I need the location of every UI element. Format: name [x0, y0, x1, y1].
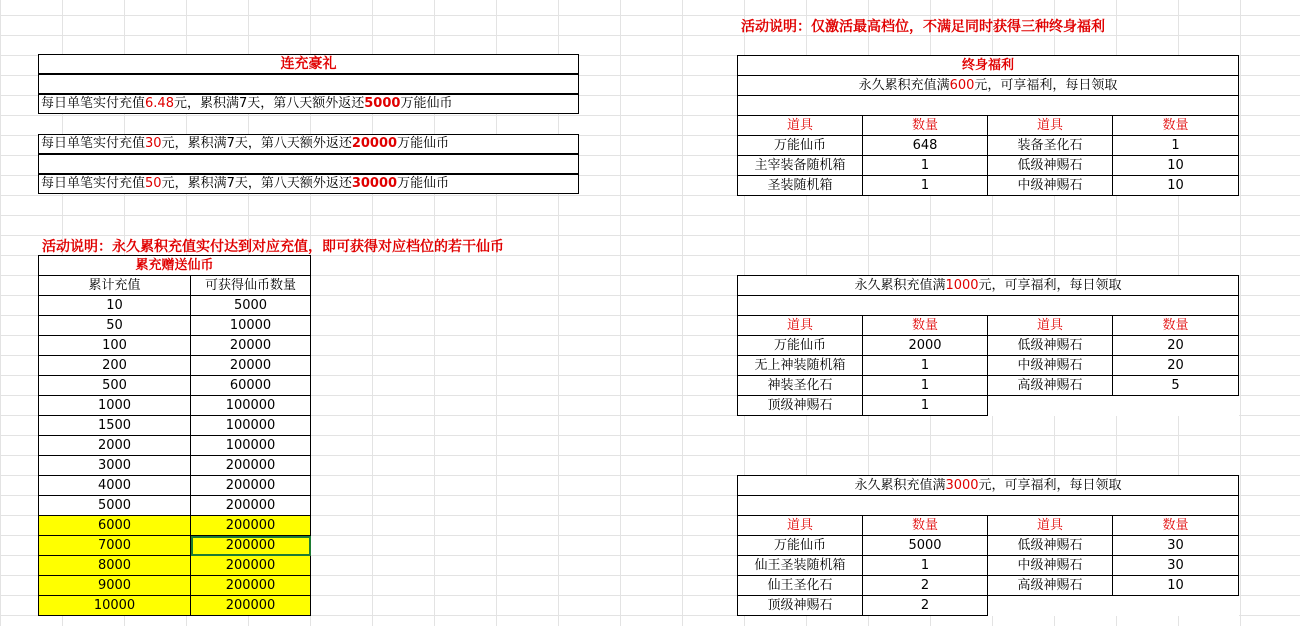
activity-note-lifetime: 活动说明：仅激活最高档位，不满足同时获得三种终身福利	[741, 19, 1105, 35]
lianchong-row-3-amount: 50	[145, 176, 162, 191]
table-cell[interactable]: 中级神赐石	[988, 356, 1113, 376]
activity-note-cumulative: 活动说明：永久累积充值实付达到对应充值，即可获得对应档位的若干仙币	[42, 239, 504, 255]
table-cell[interactable]: 圣装随机箱	[738, 176, 863, 196]
table-cell[interactable]: 万能仙币	[738, 536, 863, 556]
lianchong-row-1-bonus: 5000	[364, 96, 401, 111]
table-cell[interactable]: 万能仙币	[738, 136, 863, 156]
table-cell[interactable]: 1500	[39, 416, 191, 436]
table-cell[interactable]: 仙王圣化石	[738, 576, 863, 596]
table-cell[interactable]: 648	[863, 136, 988, 156]
empty-cell	[1113, 596, 1239, 616]
table-cell[interactable]: 5000	[191, 296, 311, 316]
header-item[interactable]: 道具	[738, 516, 863, 536]
table-cell[interactable]: 5000	[39, 496, 191, 516]
table-cell[interactable]: 10	[1113, 576, 1239, 596]
table-cell[interactable]: 20	[1113, 336, 1239, 356]
lifetime-tier-1-condition[interactable]	[738, 76, 1239, 96]
lianchong-row-2-suffix: 万能仙币	[397, 136, 450, 151]
header-item[interactable]: 道具	[988, 516, 1113, 536]
lianchong-row-3-middle: 元，累积满7天，第八天额外返还	[161, 176, 352, 191]
table-cell[interactable]: 中级神赐石	[988, 556, 1113, 576]
table-cell[interactable]: 2000	[39, 436, 191, 456]
table-cell[interactable]: 100000	[191, 436, 311, 456]
table-cell[interactable]: 50	[39, 316, 191, 336]
table-cell[interactable]: 1	[863, 156, 988, 176]
table-cell[interactable]: 5	[1113, 376, 1239, 396]
header-item[interactable]: 道具	[988, 316, 1113, 336]
table-cell[interactable]: 低级神赐石	[988, 156, 1113, 176]
table-cell[interactable]: 100	[39, 336, 191, 356]
table-cell[interactable]: 10	[1113, 156, 1239, 176]
lifetime-title: 终身福利	[738, 56, 1239, 76]
lifetime-tier-2-table	[737, 275, 1239, 416]
table-cell[interactable]: 1	[863, 376, 988, 396]
table-cell[interactable]: 顶级神赐石	[738, 596, 863, 616]
lianchong-spacer	[38, 154, 579, 174]
condition-suffix: 元，可享福利，每日领取	[974, 77, 1118, 93]
lianchong-row-1-suffix: 万能仙币	[400, 96, 453, 111]
condition-prefix: 永久累积充值满	[858, 77, 950, 93]
lianchong-row-3-suffix: 万能仙币	[397, 176, 450, 191]
table-cell[interactable]: 200000	[191, 596, 311, 616]
lifetime-tier-3-table	[737, 475, 1239, 616]
table-cell[interactable]: 1	[863, 356, 988, 376]
blank-row[interactable]	[738, 296, 1239, 316]
table-cell[interactable]: 仙王圣装随机箱	[738, 556, 863, 576]
condition-amount: 1000	[945, 277, 979, 293]
table-cell[interactable]: 主宰装备随机箱	[738, 156, 863, 176]
table-cell[interactable]: 10000	[191, 316, 311, 336]
table-cell[interactable]: 2	[863, 596, 988, 616]
lianchong-row-2-amount: 30	[145, 136, 162, 151]
lianchong-row-1-amount: 6.48	[145, 96, 174, 111]
empty-cell	[988, 396, 1113, 416]
lianchong-row-3-prefix: 每日单笔实付充值	[41, 176, 146, 191]
leichong-table	[38, 255, 311, 616]
table-cell[interactable]: 神装圣化石	[738, 376, 863, 396]
table-cell[interactable]: 2	[863, 576, 988, 596]
header-item[interactable]: 道具	[738, 316, 863, 336]
table-cell[interactable]: 20	[1113, 356, 1239, 376]
table-cell[interactable]: 20000	[191, 356, 311, 376]
table-cell[interactable]: 10	[39, 296, 191, 316]
selected-cell[interactable]: 200000	[191, 536, 311, 556]
lianchong-row-1-prefix: 每日单笔实付充值	[41, 96, 146, 111]
table-cell[interactable]: 装备圣化石	[988, 136, 1113, 156]
header-qty[interactable]: 数量	[1113, 516, 1239, 536]
header-qty[interactable]: 数量	[1113, 116, 1239, 136]
header-qty[interactable]: 数量	[863, 316, 988, 336]
table-cell[interactable]: 10000	[39, 596, 191, 616]
lianchong-row-2-middle: 元，累积满7天，第八天额外返还	[161, 136, 352, 151]
table-cell[interactable]: 顶级神赐石	[738, 396, 863, 416]
condition-prefix: 永久累积充值满	[854, 277, 946, 293]
table-cell[interactable]: 200000	[191, 576, 311, 596]
header-item[interactable]: 道具	[988, 116, 1113, 136]
header-qty[interactable]: 数量	[863, 116, 988, 136]
lifetime-tier-3-condition[interactable]	[738, 476, 1239, 496]
table-cell[interactable]: 200000	[191, 496, 311, 516]
leichong-header-amount[interactable]: 累计充值	[39, 276, 191, 296]
table-cell[interactable]: 1	[863, 176, 988, 196]
table-cell[interactable]: 8000	[39, 556, 191, 576]
table-cell[interactable]: 200000	[191, 556, 311, 576]
empty-cell	[988, 596, 1113, 616]
table-cell[interactable]: 6000	[39, 516, 191, 536]
lianchong-spacer	[38, 74, 579, 94]
condition-amount: 3000	[945, 477, 979, 493]
table-cell[interactable]: 5000	[863, 536, 988, 556]
lianchong-row-1[interactable]	[38, 94, 579, 114]
table-cell[interactable]: 高级神赐石	[988, 376, 1113, 396]
header-qty[interactable]: 数量	[1113, 316, 1239, 336]
leichong-header-coins[interactable]: 可获得仙币数量	[191, 276, 311, 296]
table-cell[interactable]: 20000	[191, 336, 311, 356]
lianchong-title: 连充豪礼	[38, 54, 579, 74]
condition-amount: 600	[949, 77, 975, 93]
table-cell[interactable]: 1	[863, 556, 988, 576]
table-cell[interactable]: 7000	[39, 536, 191, 556]
table-cell[interactable]: 2000	[863, 336, 988, 356]
table-cell[interactable]: 500	[39, 376, 191, 396]
table-cell[interactable]: 4000	[39, 476, 191, 496]
table-cell[interactable]: 30	[1113, 536, 1239, 556]
table-cell[interactable]: 200000	[191, 456, 311, 476]
table-cell[interactable]: 9000	[39, 576, 191, 596]
lianchong-row-2-bonus: 20000	[351, 136, 398, 151]
blank-row[interactable]	[738, 496, 1239, 516]
lianchong-row-3[interactable]	[38, 174, 579, 194]
table-cell[interactable]: 中级神赐石	[988, 176, 1113, 196]
table-cell[interactable]: 万能仙币	[738, 336, 863, 356]
table-cell[interactable]: 1000	[39, 396, 191, 416]
table-cell[interactable]: 30	[1113, 556, 1239, 576]
table-cell[interactable]: 10	[1113, 176, 1239, 196]
lianchong-row-2[interactable]	[38, 134, 579, 154]
empty-cell	[1113, 396, 1239, 416]
table-cell[interactable]: 60000	[191, 376, 311, 396]
lianchong-row-2-prefix: 每日单笔实付充值	[41, 136, 146, 151]
table-cell[interactable]: 3000	[39, 456, 191, 476]
condition-suffix: 元，可享福利，每日领取	[978, 277, 1122, 293]
lianchong-row-1-middle: 元，累积满7天，第八天额外返还	[173, 96, 365, 111]
leichong-title: 累充赠送仙币	[39, 256, 311, 276]
table-cell[interactable]: 100000	[191, 396, 311, 416]
blank-row[interactable]	[738, 96, 1239, 116]
header-qty[interactable]: 数量	[863, 516, 988, 536]
table-cell[interactable]: 1	[863, 396, 988, 416]
table-cell[interactable]: 100000	[191, 416, 311, 436]
condition-suffix: 元，可享福利，每日领取	[978, 477, 1122, 493]
header-item[interactable]: 道具	[738, 116, 863, 136]
table-cell[interactable]: 无上神装随机箱	[738, 356, 863, 376]
table-cell[interactable]: 低级神赐石	[988, 536, 1113, 556]
table-cell[interactable]: 1	[1113, 136, 1239, 156]
table-cell[interactable]: 200000	[191, 476, 311, 496]
lifetime-tier-1-table	[737, 55, 1239, 196]
table-cell[interactable]: 200000	[191, 516, 311, 536]
condition-prefix: 永久累积充值满	[854, 477, 946, 493]
lianchong-row-3-bonus: 30000	[351, 176, 398, 191]
table-cell[interactable]: 低级神赐石	[988, 336, 1113, 356]
table-cell[interactable]: 高级神赐石	[988, 576, 1113, 596]
table-cell[interactable]: 200	[39, 356, 191, 376]
lifetime-tier-2-condition[interactable]	[738, 276, 1239, 296]
